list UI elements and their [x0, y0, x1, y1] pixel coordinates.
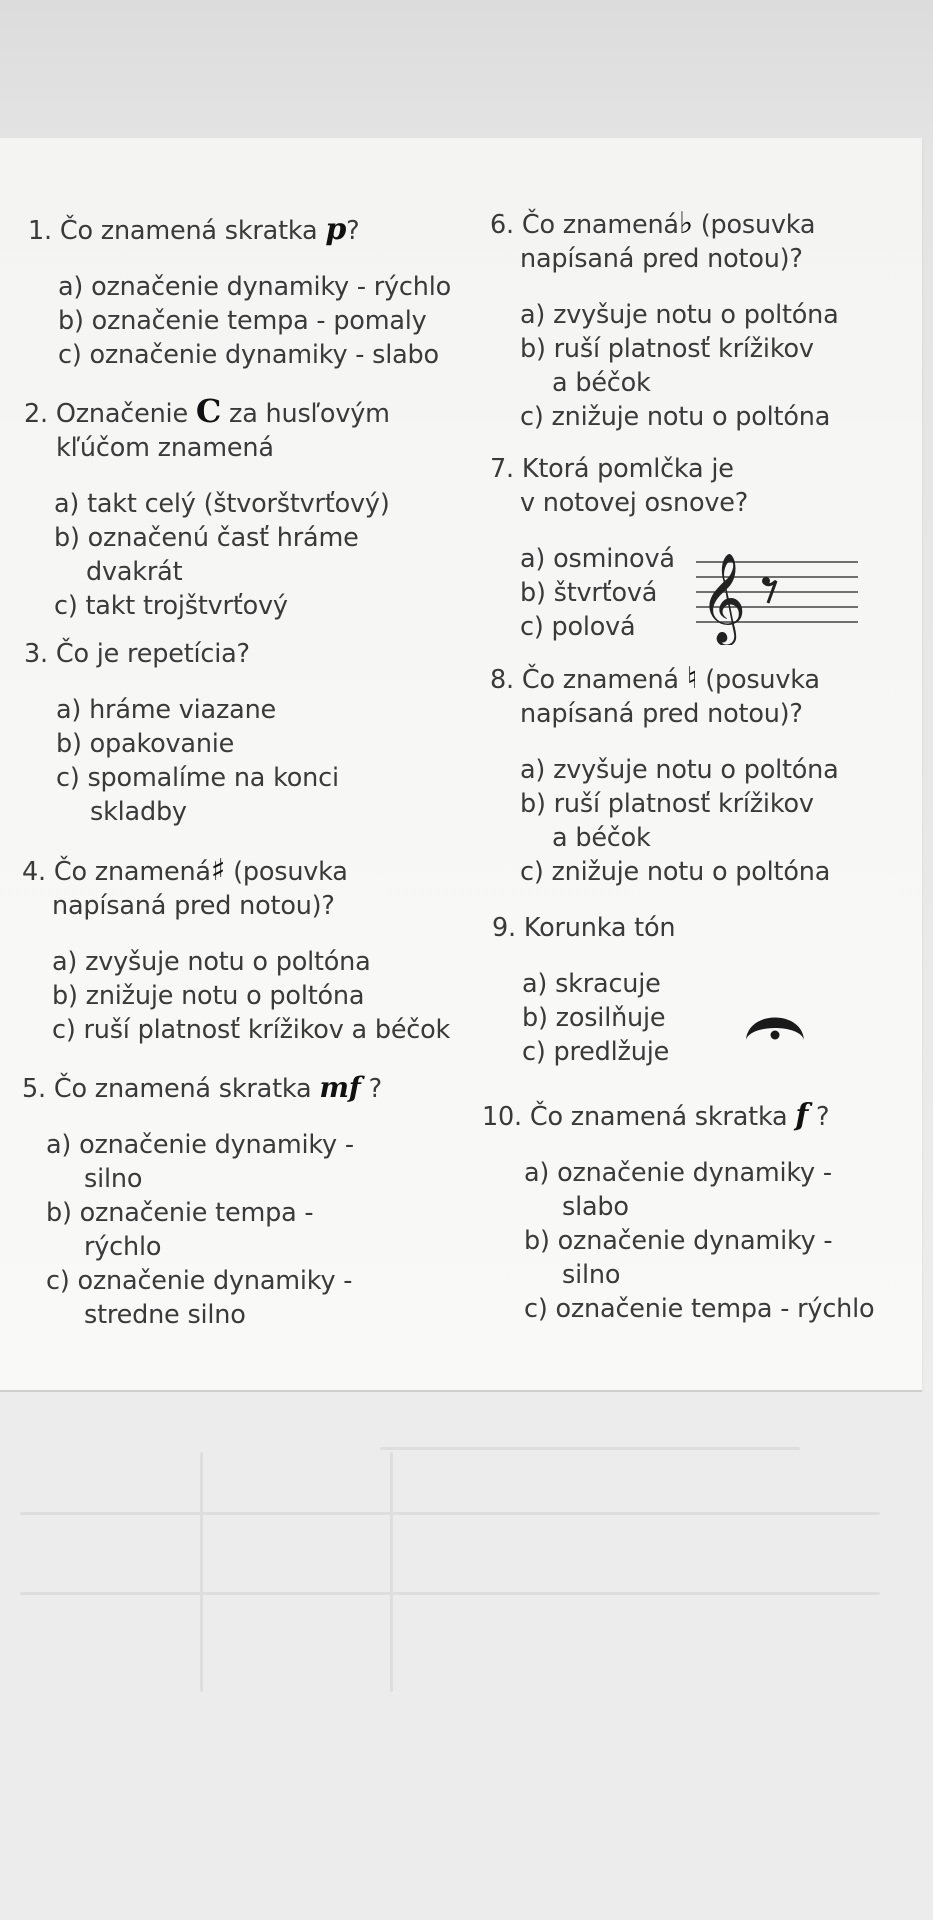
forte-icon: f [795, 1098, 809, 1133]
sharp-icon: ♯ [210, 853, 226, 888]
question-10 [482, 1099, 874, 1326]
natural-icon: ♮ [686, 661, 698, 696]
question-4-prompt [22, 854, 450, 889]
option-a[interactable]: a) označenie dynamiky - rýchlo [58, 272, 451, 302]
prompt-line-2: v notovej osnove? [520, 488, 749, 518]
option-c[interactable]: c) polová [520, 612, 636, 642]
prompt-suffix: (posuvka [705, 665, 820, 695]
prompt-suffix: ? [346, 216, 360, 246]
question-number: 7. [490, 454, 514, 484]
option-a[interactable]: a) označenie dynamiky - [524, 1158, 832, 1188]
option-b-continued: a béčok [552, 823, 651, 853]
option-a[interactable]: a) zvyšuje notu o poltóna [520, 755, 839, 785]
question-8 [490, 662, 839, 889]
question-number: 1. [28, 216, 52, 246]
question-3 [24, 637, 339, 829]
option-b-continued: dvakrát [86, 557, 183, 587]
prompt-text: Označenie [55, 399, 188, 429]
question-number: 3. [24, 639, 48, 669]
option-b[interactable]: b) označenú časť hráme [54, 523, 359, 553]
prompt-line-2: napísaná pred notou)? [52, 891, 335, 921]
question-number: 6. [490, 210, 514, 240]
question-9-prompt [492, 911, 675, 945]
prompt-text: Čo je repetícia? [55, 639, 250, 669]
question-9 [492, 911, 675, 1069]
question-number: 5. [22, 1074, 46, 1104]
prompt-text: Čo znamená skratka [53, 1074, 312, 1104]
option-a-continued: silno [84, 1164, 143, 1194]
prompt-line-2: kľúčom znamená [56, 433, 274, 463]
flat-icon: ♭ [678, 206, 693, 241]
question-6 [490, 207, 839, 434]
option-b[interactable]: b) opakovanie [56, 729, 235, 759]
question-number: 2. [24, 399, 48, 429]
option-c[interactable]: c) ruší platnosť krížikov a béčok [52, 1015, 451, 1045]
question-5-prompt [22, 1071, 382, 1106]
prompt-line-2: napísaná pred notou)? [520, 244, 803, 274]
prompt-suffix: (posuvka [700, 210, 816, 240]
question-2 [24, 394, 390, 623]
prompt-suffix: (posuvka [233, 857, 348, 887]
question-1-prompt [28, 213, 451, 248]
mezzo-forte-icon: mf [319, 1071, 361, 1104]
option-c[interactable]: c) takt trojštvrťový [54, 591, 288, 621]
question-8-prompt [490, 662, 839, 697]
prompt-text: Korunka tón [523, 913, 676, 943]
question-number: 4. [22, 857, 46, 887]
question-1 [28, 213, 451, 372]
option-c[interactable]: c) znižuje notu o poltóna [520, 402, 831, 432]
question-number: 9. [492, 913, 516, 943]
prompt-text: Ktorá pomlčka je [521, 454, 734, 484]
option-c[interactable]: c) označenie dynamiky - [46, 1266, 353, 1296]
prompt-text: Čo znamená skratka [529, 1102, 788, 1132]
piano-dynamic-icon: p [325, 212, 347, 247]
prompt-suffix: ? [368, 1074, 382, 1104]
prompt-text: Čo znamená [53, 857, 211, 887]
option-b-continued: a béčok [552, 368, 651, 398]
option-b-continued: rýchlo [84, 1232, 162, 1262]
question-3-prompt [24, 637, 339, 671]
question-6-prompt [490, 207, 839, 242]
underlying-page [0, 1392, 933, 1920]
option-a[interactable]: a) zvyšuje notu o poltóna [520, 300, 839, 330]
option-a[interactable]: a) označenie dynamiky - [46, 1130, 354, 1160]
question-number: 8. [490, 665, 514, 695]
option-b[interactable]: b) ruší platnosť krížikov [520, 789, 814, 819]
option-c-continued: skladby [90, 797, 187, 827]
prompt-text: Čo znamená skratka [59, 216, 318, 246]
option-a[interactable]: a) hráme viazane [56, 695, 277, 725]
option-b[interactable]: b) ruší platnosť krížikov [520, 334, 814, 364]
option-a[interactable]: a) osminová [520, 544, 675, 574]
option-c[interactable]: c) spomalíme na konci [56, 763, 339, 793]
option-b[interactable]: b) označenie tempa - [46, 1198, 314, 1228]
option-b[interactable]: b) zosilňuje [522, 1003, 666, 1033]
prompt-suffix: za husľovým [229, 399, 390, 429]
option-a[interactable]: a) skracuje [522, 969, 661, 999]
question-10-prompt [482, 1099, 874, 1134]
prompt-suffix: ? [816, 1102, 830, 1132]
question-4 [22, 854, 450, 1047]
option-c[interactable]: c) označenie tempa - rýchlo [524, 1294, 875, 1324]
fermata-icon [742, 1002, 808, 1044]
question-number: 10. [482, 1102, 522, 1132]
prompt-line-2: napísaná pred notou)? [520, 699, 803, 729]
prompt-text: Čo znamená [521, 665, 679, 695]
svg-text:𝄞: 𝄞 [700, 553, 747, 643]
option-a[interactable]: a) takt celý (štvorštvrťový) [54, 489, 390, 519]
treble-clef-staff-with-eighth-rest-icon [690, 540, 860, 645]
option-a[interactable]: a) zvyšuje notu o poltóna [52, 947, 371, 977]
question-7-prompt [490, 452, 748, 486]
prompt-text: Čo znamená [521, 210, 679, 240]
option-c-continued: stredne silno [84, 1300, 246, 1330]
option-c[interactable]: c) predlžuje [522, 1037, 670, 1067]
option-b[interactable]: b) štvrťová [520, 578, 658, 608]
option-a-continued: slabo [562, 1192, 629, 1222]
option-b[interactable]: b) označenie tempa - pomaly [58, 306, 427, 336]
common-time-icon: C [195, 392, 222, 430]
option-c[interactable]: c) označenie dynamiky - slabo [58, 340, 439, 370]
option-b[interactable]: b) označenie dynamiky - [524, 1226, 833, 1256]
option-b[interactable]: b) znižuje notu o poltóna [52, 981, 365, 1011]
question-5 [22, 1071, 382, 1332]
question-2-prompt [24, 394, 390, 431]
option-b-continued: silno [562, 1260, 621, 1290]
option-c[interactable]: c) znižuje notu o poltóna [520, 857, 831, 887]
